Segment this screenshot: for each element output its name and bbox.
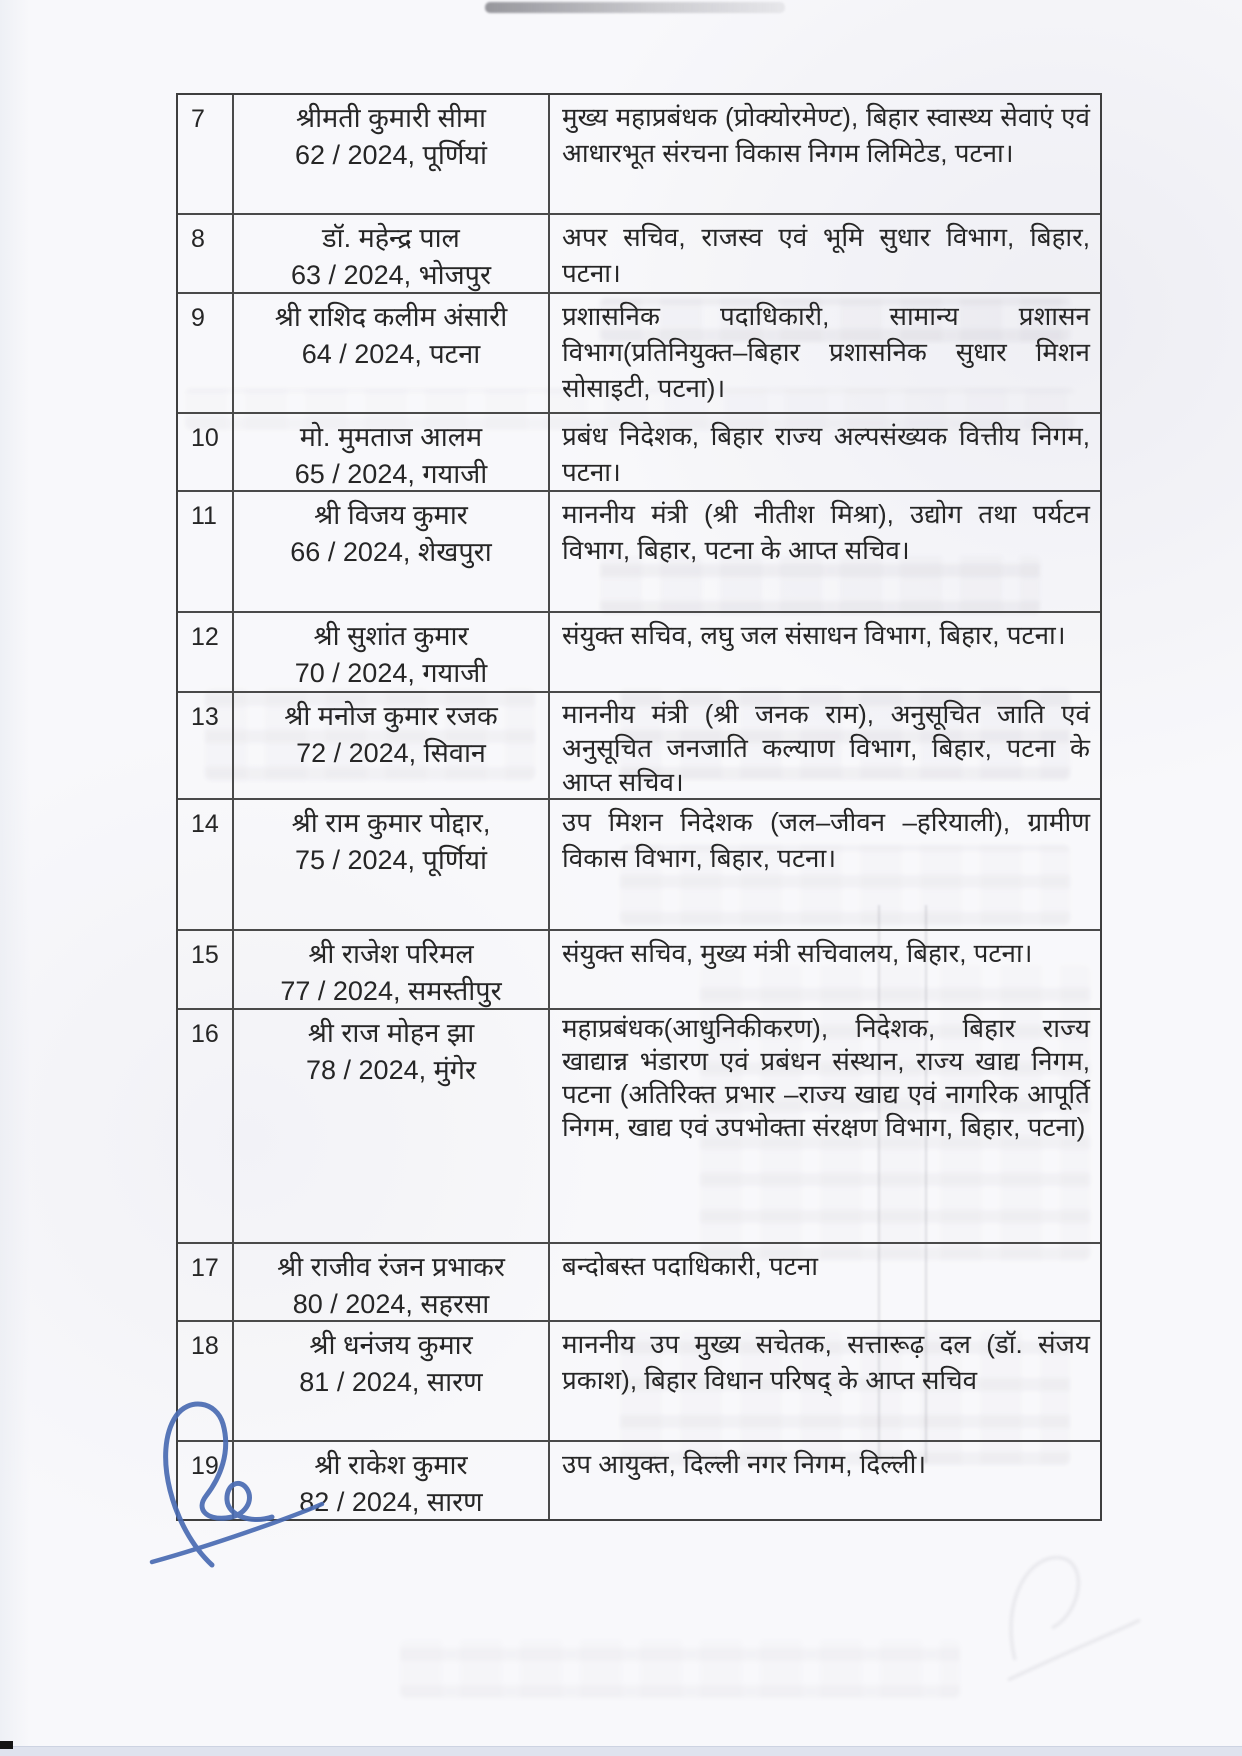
serial-number: 9 (191, 304, 205, 332)
officer-name: श्री राज मोहन झा (307, 1018, 475, 1048)
serial-cell (178, 1010, 234, 1242)
serial-number: 12 (191, 623, 219, 651)
serial-cell (178, 693, 234, 798)
designation-cell: अपर सचिव, राजस्व एवं भूमि सुधार विभाग, बिहार, पटना। (562, 222, 1090, 288)
table-row (178, 931, 1100, 1010)
officer-name: डॉ. महेन्द्र पाल (322, 223, 460, 253)
case-number: 72 / 2024, सिवान (296, 738, 486, 768)
serial-number: 7 (191, 105, 205, 133)
designation-cell: माननीय मंत्री (श्री जनक राम), अनुसूचित जाति एवं अनुसूचित जनजाति कल्याण विभाग, बिहार, पटना के आप्त सचिव। (562, 699, 1090, 797)
designation-cell: बन्दोबस्त पदाधिकारी, पटना (562, 1251, 819, 1281)
table-row (178, 215, 1100, 294)
table-row (178, 95, 1100, 215)
name-cell (234, 613, 550, 692)
designation-cell: महाप्रबंधक(आधुनिकीकरण), निदेशक, बिहार राज्य खाद्यान्न भंडारण एवं प्रबंधन संस्थान, राज्य खाद्य निगम, पटना (अतिरिक्त प्रभार –राज्य खाद्य एवं नागरिक आपूर्ति निगम, खाद्य एवं उपभोक्ता संरक्षण विभाग, बिहार, पटना) (562, 1013, 1090, 1142)
table-row (178, 492, 1100, 613)
serial-number: 14 (191, 810, 219, 838)
serial-cell (178, 1244, 234, 1322)
name-cell (234, 1322, 550, 1440)
officer-name: श्री मनोज कुमार रजक (284, 701, 498, 731)
name-cell (234, 931, 550, 1010)
designation-cell: संयुक्त सचिव, मुख्य मंत्री सचिवालय, बिहार, पटना। (562, 938, 1033, 968)
serial-cell (178, 492, 234, 611)
serial-number: 19 (191, 1452, 219, 1480)
table-row (178, 613, 1100, 693)
officer-name: श्री राम कुमार पोद्दार, (291, 808, 491, 838)
officer-name: श्री राजेश परिमल (308, 939, 474, 969)
case-number: 66 / 2024, शेखपुरा (290, 537, 492, 567)
bleed-through-text (400, 1640, 960, 1698)
case-number: 64 / 2024, पटना (301, 339, 481, 369)
serial-cell (178, 800, 234, 929)
officer-name: श्री विजय कुमार (314, 500, 468, 530)
officer-name: श्री राशिद कलीम अंसारी (274, 302, 508, 332)
case-number: 63 / 2024, भोजपुर (291, 260, 491, 290)
serial-number: 13 (191, 703, 219, 731)
table-row (178, 800, 1100, 931)
name-cell (234, 1244, 550, 1322)
name-cell (234, 215, 550, 294)
designation-cell: प्रबंध निदेशक, बिहार राज्य अल्पसंख्यक वित्तीय निगम, पटना। (562, 421, 1090, 487)
serial-cell (178, 1442, 234, 1519)
table-row (178, 414, 1100, 492)
officer-name: श्री राजीव रंजन प्रभाकर (277, 1252, 505, 1282)
table-row (178, 1322, 1100, 1442)
officers-table (176, 93, 1102, 1521)
case-number: 65 / 2024, गयाजी (294, 459, 488, 489)
serial-number: 10 (191, 424, 219, 452)
serial-number: 16 (191, 1020, 219, 1048)
designation-cell: माननीय उप मुख्य सचेतक, सत्तारूढ़ दल (डॉ. संजय प्रकाश), बिहार विधान परिषद् के आप्त सचिव (562, 1329, 1090, 1395)
serial-cell (178, 1322, 234, 1440)
serial-number: 11 (191, 502, 217, 530)
table-row (178, 1442, 1100, 1519)
name-cell (234, 414, 550, 492)
serial-cell (178, 95, 234, 213)
case-number: 82 / 2024, सारण (299, 1487, 483, 1517)
name-cell (234, 693, 550, 798)
serial-number: 17 (191, 1254, 219, 1282)
officer-name: श्री राकेश कुमार (314, 1450, 468, 1480)
serial-number: 18 (191, 1332, 219, 1360)
officer-name: श्री सुशांत कुमार (313, 621, 469, 651)
name-cell (234, 1010, 550, 1242)
case-number: 81 / 2024, सारण (299, 1367, 483, 1397)
table-row (178, 693, 1100, 800)
case-number: 77 / 2024, समस्तीपुर (280, 976, 502, 1006)
serial-cell (178, 613, 234, 692)
officer-name: मो. मुमताज आलम (299, 422, 483, 452)
serial-cell (178, 931, 234, 1010)
table-row (178, 294, 1100, 414)
case-number: 62 / 2024, पूर्णियां (294, 140, 488, 170)
designation-cell: संयुक्त सचिव, लघु जल संसाधन विभाग, बिहार, पटना। (562, 620, 1066, 650)
serial-number: 8 (191, 225, 205, 253)
designation-cell: उप आयुक्त, दिल्ली नगर निगम, दिल्ली। (562, 1449, 927, 1479)
designation-cell: माननीय मंत्री (श्री नीतीश मिश्रा), उद्योग तथा पर्यटन विभाग, बिहार, पटना के आप्त सचिव। (562, 499, 1090, 565)
name-cell (234, 294, 550, 412)
table-row (178, 1010, 1100, 1244)
name-cell (234, 492, 550, 611)
serial-cell (178, 215, 234, 294)
case-number: 78 / 2024, मुंगेर (306, 1055, 476, 1085)
officer-name: श्रीमती कुमारी सीमा (296, 103, 486, 133)
serial-cell (178, 294, 234, 412)
case-number: 80 / 2024, सहरसा (292, 1289, 490, 1319)
name-cell (234, 800, 550, 929)
name-cell (234, 95, 550, 213)
designation-cell: उप मिशन निदेशक (जल–जीवन –हरियाली), ग्रामीण विकास विभाग, बिहार, पटना। (562, 807, 1090, 873)
designation-cell: मुख्य महाप्रबंधक (प्रोक्योरमेण्ट), बिहार स्वास्थ्य सेवाएं एवं आधारभूत संरचना विकास निगम लिमिटेड, पटना। (562, 102, 1090, 168)
scan-corner-mark (0, 1741, 13, 1749)
table-row (178, 1244, 1100, 1322)
officer-name: श्री धनंजय कुमार (309, 1330, 473, 1360)
serial-number: 15 (191, 941, 219, 969)
serial-cell (178, 414, 234, 492)
case-number: 75 / 2024, पूर्णियां (294, 845, 488, 875)
name-cell (234, 1442, 550, 1519)
designation-cell: प्रशासनिक पदाधिकारी, सामान्य प्रशासन विभाग(प्रतिनियुक्त–बिहार प्रशासनिक सुधार मिशन सोसाइटी, पटना)। (562, 301, 1090, 403)
case-number: 70 / 2024, गयाजी (294, 658, 488, 688)
scan-smudge (485, 2, 785, 13)
